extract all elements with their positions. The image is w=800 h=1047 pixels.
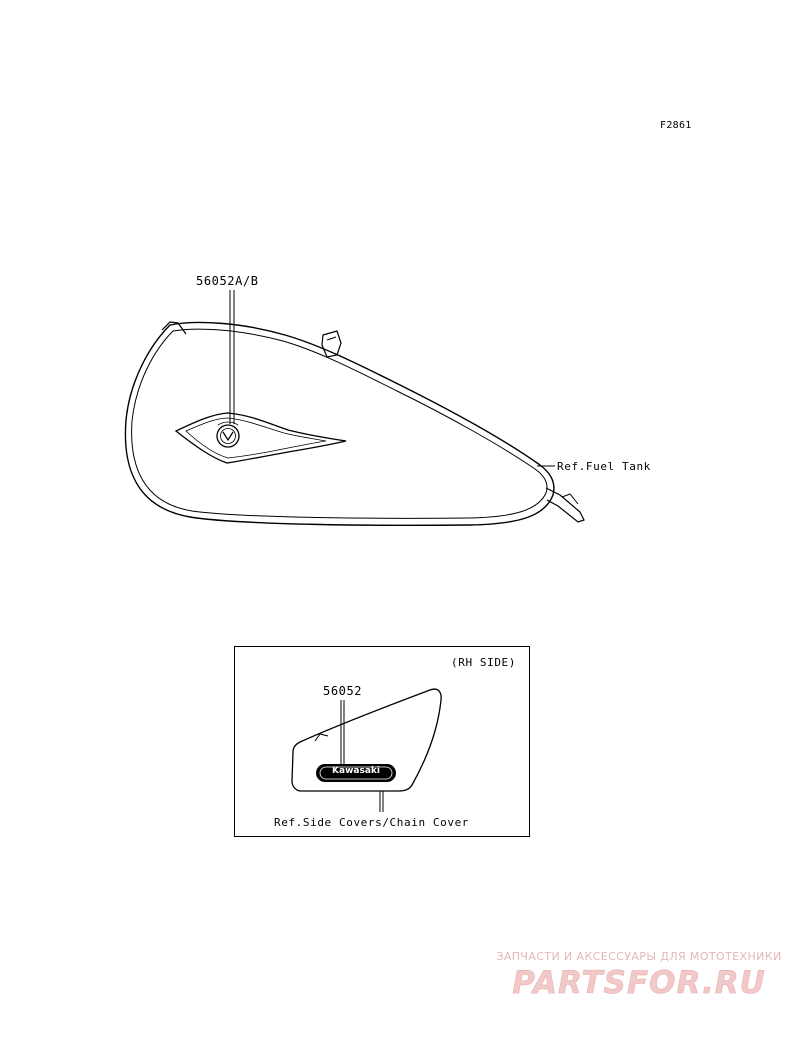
rh-side-inset <box>234 646 530 837</box>
watermark-logo: PARTSFOR.RU <box>512 965 766 1001</box>
side-cover-part-number: 56052 <box>323 684 363 698</box>
inset-view-label: (RH SIDE) <box>451 656 517 669</box>
tank-emblem-decal <box>176 413 346 463</box>
watermark-tagline: ЗАПЧАСТИ И АКСЕССУАРЫ ДЛЯ МОТОТЕХНИКИ <box>496 950 782 963</box>
tank-part-number: 56052A/B <box>196 274 259 288</box>
watermark <box>486 950 792 999</box>
fuel-tank-reference: Ref.Fuel Tank <box>557 460 651 473</box>
figure-code: F2861 <box>660 120 692 131</box>
side-cover-reference: Ref.Side Covers/Chain Cover <box>274 816 470 829</box>
kawasaki-decal-text: Kawasaki <box>332 766 380 776</box>
